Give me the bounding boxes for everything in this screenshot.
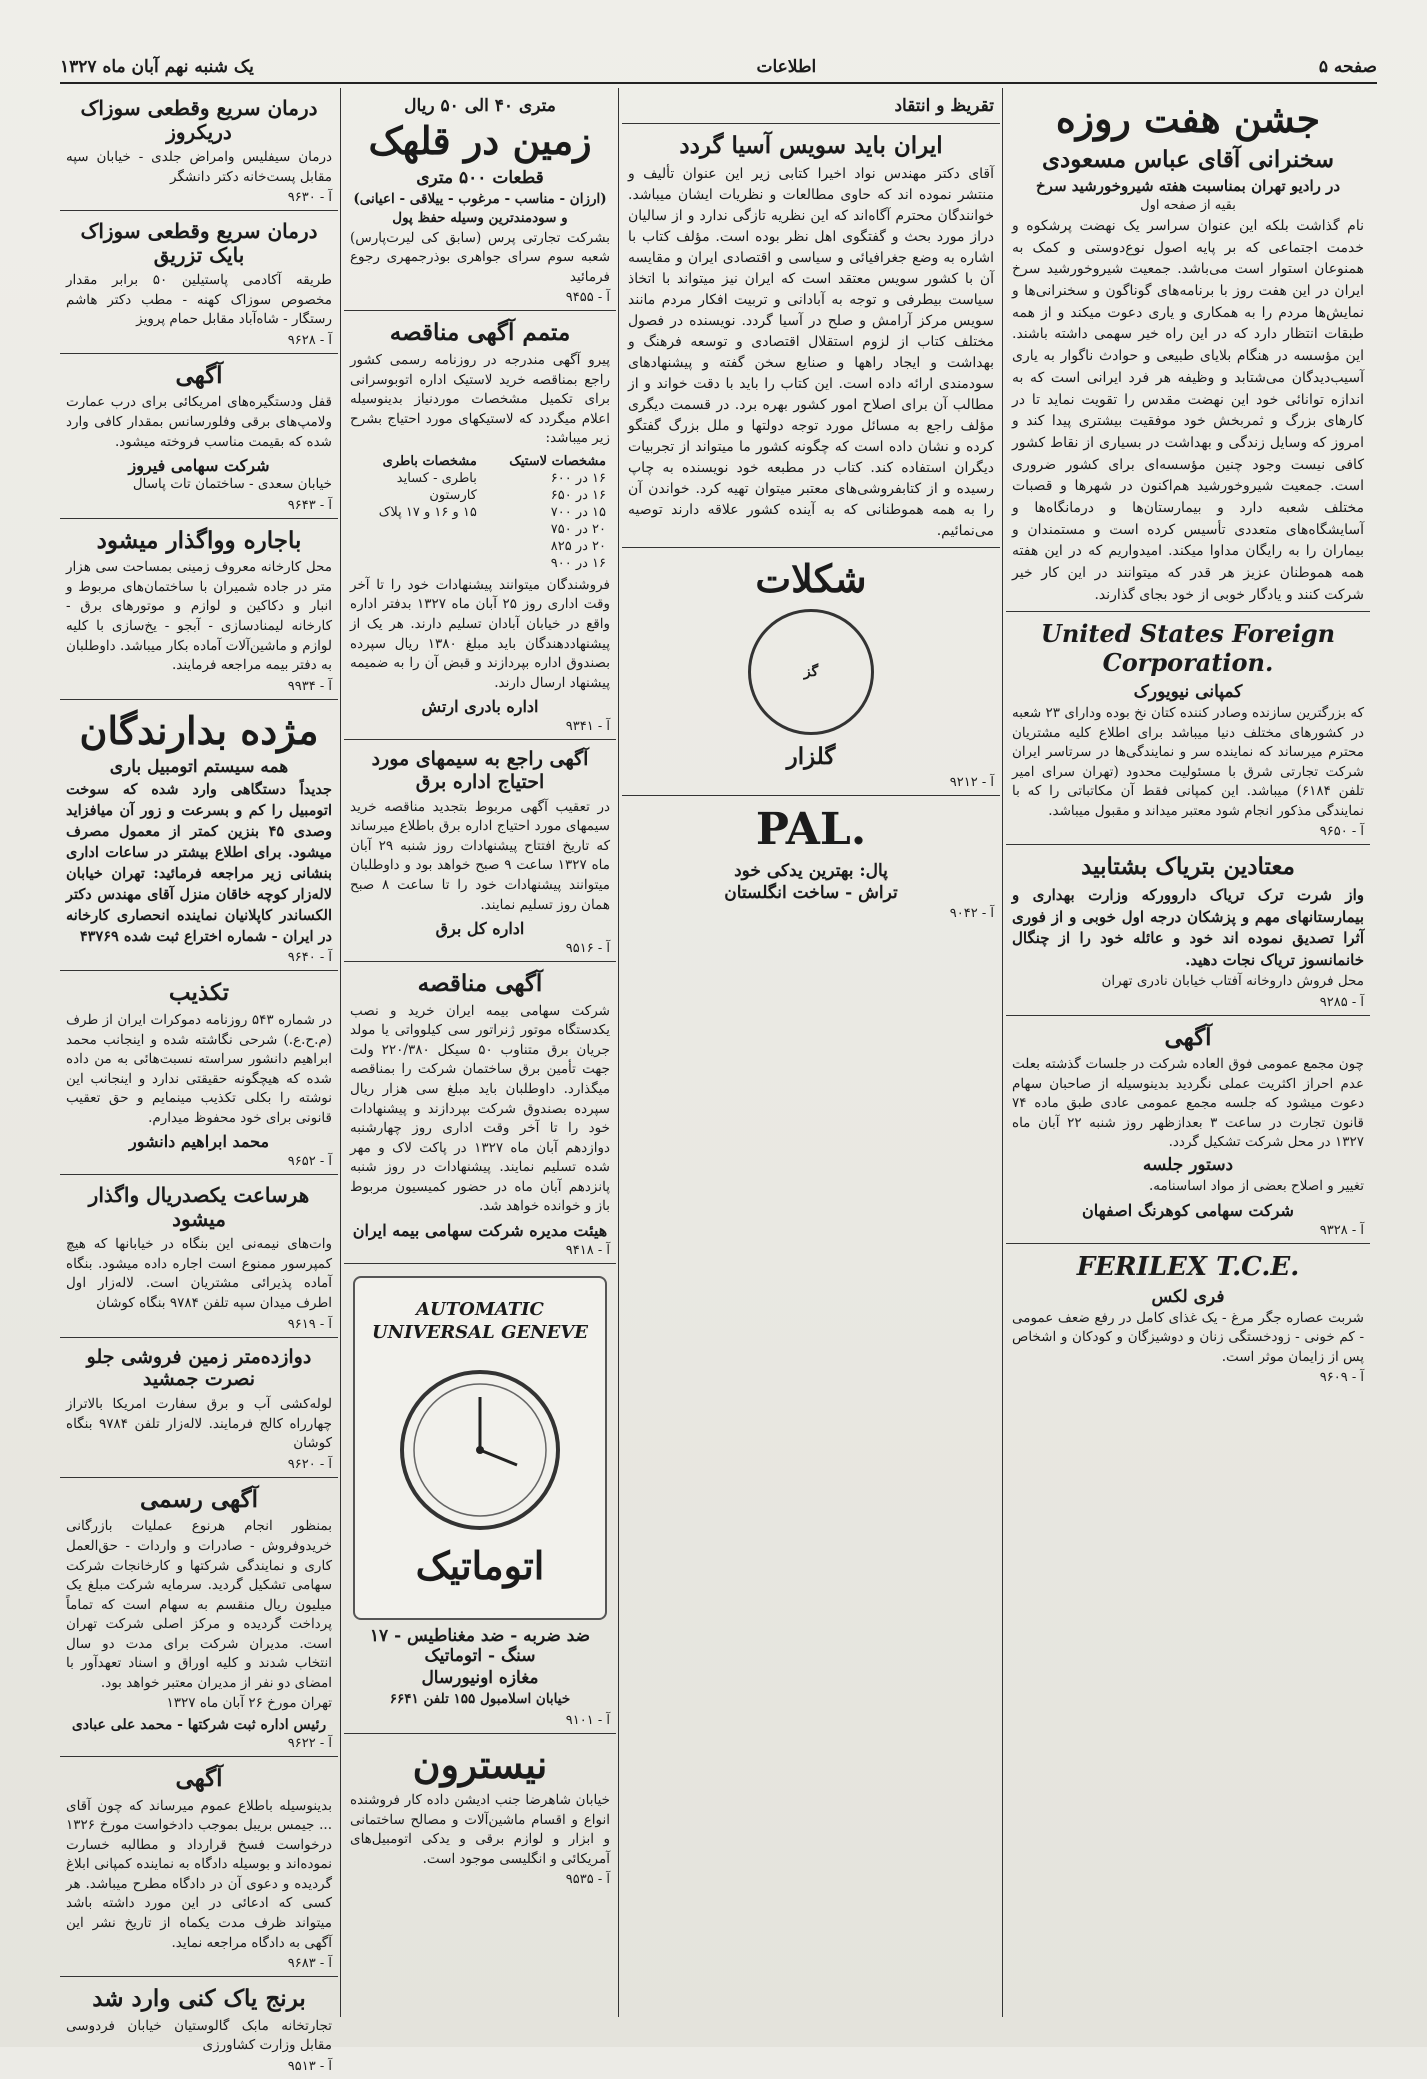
golzar-logo-icon (748, 609, 874, 735)
section-label: تقریظ و انتقاد (894, 96, 994, 116)
table-cell: کارستون (429, 487, 477, 503)
ad-code (350, 941, 610, 956)
ad-code (1012, 1223, 1364, 1238)
ad-code-text: آ - ۹۶۸۳ (287, 1956, 332, 1972)
ad-title: درمان سریع وقطعی سوزاک دریکروز (80, 96, 318, 144)
column-rule (340, 88, 341, 2017)
ad-agenda: دستور جلسه (1142, 1154, 1234, 1175)
ad-signature: شرکت سهامی کوهرنگ اصفهان (1082, 1200, 1294, 1220)
ad-code (350, 1243, 610, 1258)
article-title: ایران باید سویس آسیا گردد (679, 132, 943, 159)
column-center-right (622, 88, 1000, 2017)
ad-code (66, 190, 332, 205)
column-left (60, 88, 338, 2074)
ad-gonorrhea-1 (60, 88, 338, 211)
ad-code-text: آ - ۹۳۲۸ (1319, 1222, 1364, 1238)
logo-text: گز (803, 664, 819, 681)
table-cell: مشخصات لاستیک (509, 453, 606, 469)
ad-code (66, 333, 332, 348)
watch-shop: مغازه اونیورسال (421, 1667, 539, 1688)
ad-body: پیرو آگهی مندرجه در روزنامه رسمی کشور راجع بمناقصه خرید لاستیک اداره اتوبوسرانی برای تکمیل مشخصات موردنیاز بدینوسیله اعلام میگردد که لاستیکهای مورد احتیاج بشرح زیر میباشد: (350, 352, 610, 447)
section-review (622, 88, 1000, 124)
ad-body: که بزرگترین سازنده وصادر کننده کتان نخ بوده ودارای ۲۳ شعبه در کشورهای مختلف دنیا میباشد برای اطلاع کلیه مشتریان محترم میرساند که نماینده سر و نمایندگی‌ها در سرتاسر ایران شرکت تجارتی شرق با مسئولیت محدود (تهران سرای امیر تلفن ۶۱۸۴) میباشد. این کمپانی فقط آن مکاتباتی را که با نمایندگی مذکور انجام شود معتبر میداند و مقبول میباشد. (1012, 705, 1365, 819)
ad-code (66, 950, 332, 965)
ad-code-text: آ - ۹۰۴۲ (949, 905, 994, 921)
ad-body: چون مجمع عمومی فوق العاده شرکت در جلسات گذشته بعلت عدم احراز اکثریت عملی نگردید بدینوسیله از صاحبان سهام دعوت میشود که جلسه مجمع عمومی عادی طبق ماده ۷۴ قانون تجارت در ساعت ۳ بعدازظهر روز شنبه ۲۲ آبان ماه ۱۳۲۷ در محل شرکت تشکیل گردد. (1012, 1056, 1364, 1151)
ad-signature: هیئت مدیره شرکت سهامی بیمه ایران (352, 1220, 608, 1240)
ad-title: برنج یاک کنی وارد شد (92, 1985, 306, 2013)
ad-rent (60, 519, 338, 700)
table-cell: باطری - کساید (396, 470, 477, 486)
ad-title: PAL. (755, 803, 867, 855)
ad-code (1012, 995, 1364, 1010)
ad-title: آگهی رسمی (140, 1485, 258, 1513)
ad-code-text: آ - ۹۶۲۰ (287, 1456, 332, 1472)
ad-signature: اداره بادری ارتش (421, 697, 539, 717)
table-cell: ۱۶ در ۹۰۰ (550, 555, 606, 571)
ad-body: در تعقیب آگهی مربوط بتجدید مناقصه خرید سیمهای مورد احتیاج اداره برق باطلاع میرساند که تاریخ افتتاح پیشنهادات روز شنبه ۲۹ آبان ماه ۱۳۲۷ ساعت ۹ صبح خواهد بود و داوطلبان میتوانند پیشنهادات خود را تا ساعت ۸ صبح همان روز تسلیم نمایند. (350, 798, 611, 913)
ad-body: واز شرت ترک تریاک داروورکه وزارت بهداری و بیمارستانهای مهم و پزشکان درجه اول خوبی و از فوری آثرا تصدیق نموده اند خود و عائله خود را از چنگال خانمانسوز تریاک نجات دهید. (1012, 885, 1364, 970)
ad-body: شرکت سهامی بیمه ایران خرید و نصب یکدستگاه موتور ژنراتور سی کیلوواتی یا مولد جریان برق متناوب ۵۰ سیکل ۲۲۰/۳۸۰ ولت جهت تأمین برق ساختمان شرکت را بمناقصه میگذارد. داوطلبان باید مبلغ سی هزار ریال سپرده بصندوق شرکت بپردازند و پیشنهادات خود را تا آخر وقت اداری روز چهارشنبه دوازدهم آبان ماه ۱۳۲۷ در پاکت لاک و مهر شده تسلیم نمایند. پیشنهادات در روز شنبه پانزدهم آبان ماه در حضور کمیسیون مربوط باز و خوانده خواهد شد. (350, 1002, 611, 1215)
ad-code-text: آ - ۹۴۱۸ (565, 1242, 610, 1258)
ad-code (66, 498, 332, 513)
article-line: در رادیو تهران بمناسبت هفته شیروخورشید سرخ (1035, 177, 1341, 196)
ad-title: زمین در قلهک (368, 118, 592, 163)
ad-gonorrhea-2 (60, 211, 338, 354)
ad-code (1012, 824, 1364, 839)
ad-body: لوله‌کشی آب و برق سفارت امریکا بالاتراز چهارراه کالج فرمایند. لاله‌زار تلفن ۹۷۸۴ بنگاه کوشان (66, 1396, 332, 1452)
ad-code-text: آ - ۹۶۴۰ (287, 950, 332, 966)
ad-body: بمنظور انجام هرنوع عملیات بازرگانی خریدوفروش - صادرات و واردات - حق‌العمل کاری و نمایندگی شرکتها و کارخانجات شرکت سهامی تشکیل گردید. سرمایه شرکت مبلغ یک میلیون ریال منقسم به سهام است که تماماً پرداخت گردیده و مرکز اصلی شرکت تهران است. مدیران شرکت برای مدت دو سال انتخاب شدند و کلیه اوراق و اسناد تعهدآور با امضای دو نفر از مدیران معتبر خواهد بود. (66, 1518, 332, 1691)
ad-body: خیابان شاهرضا جنب ادیشن داده کار فروشنده انواع و اقسام ماشین‌آلات و مصالح ساختمانی و ابزار و لوازم برقی و یدکی اتومبیل‌های آمریکائی و انگلیسی موجود است. (350, 1792, 610, 1867)
ad-title: درمان سریع وقطعی سوزاک بایک تزریق (80, 219, 318, 268)
ad-rice (60, 1977, 338, 2079)
ad-code-text: آ - ۹۶۵۲ (287, 1154, 332, 1170)
article-body: آقای دکتر مهندس نواد اخیرا کتابی زیر این عنوان تألیف و منتشر نموده اند که حاوی مطالعات و نظریات ایشان میباشد. خوانندگان محترم آگاه‌اند که این نظریه تازگی ندارد و از سالیان دراز مورد بحث و گفتگوی اهل نظر بوده است. مؤلف کتاب با اشاره به وضع جغرافیائی و سیاسی و اقتصادی ایران و مقایسه آن با کشور سویس معتقد است که ایران نیز میتواند با اتخاذ سیاست بیطرفی و توجه به آبادانی و تربیت افکار مردم مانند سویس مرکز آرامش و صلح در آسیا گردد. نویسنده در فصول مختلف کتاب از لزوم استقلال اقتصادی و توسعه فرهنگ و بهداشت و ایجاد راهها و صنایع سخن گفته و پیشنهادهای سودمندی ارائه داده است. این کتاب را باید با دقت خواند و از مطالب آن برای اصلاح امور کشور بهره برد. در قسمت دیگری مؤلف راجع به مسائل مورد توجه دولتها و ملل بزرگ گفتگو کرده و نشان داده است که چگونه کشور ما میتواند از تجربیات دیگران استفاده کند. کتاب در مطبعه خود نویسنده به چاپ رسیده و از کتابفروشی‌های معتبر میتوان تهیه کرد. خواندن آن را به همه هموطنانی که به آینده کشور علاقه دارند توصیه می‌نمائیم. (628, 165, 994, 539)
paper-name: اطلاعات (756, 57, 817, 77)
ad-court-notice (60, 1757, 338, 1977)
ad-usfc (1006, 612, 1370, 845)
ad-title-fa: کمپانی نیویورک (1133, 682, 1243, 702)
table-cell: ۲۰ در ۷۵۰ (550, 521, 606, 537)
ad-code-text: آ - ۹۵۱۶ (565, 941, 610, 957)
ad-brand: گلزار (786, 743, 836, 771)
ad-subtitle: قطعات ۵۰۰ متری (416, 167, 544, 188)
ad-title: باجاره وواگذار میشود (96, 526, 302, 554)
ad-hourly (60, 1175, 338, 1337)
ad-body: جدیداً دستگاهی وارد شده که سوخت اتومبیل را کم و بسرعت و زور آن میافزاید وصدی ۴۵ بنزین کمتر از معمول مصرف میشود. برای اطلاع بیشتر در ساعات اداری بنشانی زیر مراجعه فرمائید: تهران خیابان لاله‌زار کوچه خاقان منزل آقای مهندس دکتر الکساندر کاپلانیان نماینده انحصاری کارخانه در ایران - شماره اختراع ثبت شده ۴۳۷۶۹ (66, 781, 333, 946)
table-cell: ۱۶ در ۶۰۰ (550, 470, 606, 486)
ad-body: در شماره ۵۴۳ روزنامه دموکرات ایران از طرف (م.ح.ع.) شرحی نگاشته شده و اینجانب محمد ابراهیم دانشور سراسته نسبت‌هائی به من داده شده که هیچگونه حقیقتی ندارد و اینجانب این نوشته را بکلی تکذیب مینمایم و حق تعقیب قانونی برای خود محفوظ میدارم. (66, 1011, 332, 1126)
ad-land-qolhak (344, 88, 616, 311)
ad-title: شکلات (755, 555, 867, 601)
ad-kouhrang (1006, 1016, 1370, 1244)
ad-addicts (1006, 845, 1370, 1015)
article-title: جشن هفت روزه (1055, 96, 1321, 141)
ad-code (66, 679, 332, 694)
table-row (350, 504, 610, 521)
ad-universal-watch (344, 1264, 616, 1734)
ad-code (350, 719, 610, 734)
ad-land-sale (60, 1338, 338, 1478)
column-center-left (344, 88, 616, 2017)
table-cell: ۱۶ در ۶۵۰ (550, 487, 606, 503)
table-cell: ۱۵ در ۷۰۰ (550, 504, 606, 520)
ad-signature: شرکت سهامی فیروز (128, 456, 270, 476)
ad-official (60, 1478, 338, 1757)
ad-code-text: آ - ۹۴۵۵ (565, 290, 610, 306)
ad-code-text: آ - ۹۶۲۲ (287, 1736, 332, 1752)
ad-body: محل کارخانه معروف زمینی بمساحت سی هزار متر در جاده شمیران با ساختمان‌های مربوط و انبار و دکاکین و لوازم و موتورهای برق - کارخانه لیمنادسازی - آبجو - یخ‌سازی با کلیه لوازم و ماشین‌آلات آماده بکار میباشد. داوطلبان به دفتر بیمه مراجعه فرمایند. (66, 559, 332, 674)
ad-truck-owners (60, 700, 338, 972)
watch-dial-icon (395, 1365, 565, 1535)
article-continued: بقیه از صفحه اول (1140, 198, 1236, 214)
table-cell (350, 538, 481, 555)
ad-code (66, 1457, 332, 1472)
table-row (350, 487, 610, 504)
ad-title: نیسترون (412, 1741, 548, 1787)
watch-address: خیابان اسلامبول ۱۵۵ تلفن ۶۶۴۱ (389, 1690, 571, 1707)
column-right (1006, 88, 1370, 2017)
ad-title: دوازده‌متر زمین فروشی جلو نصرت جمشید (86, 1345, 312, 1391)
ad-code (1012, 1370, 1364, 1385)
ad-title: معتادین بتریاک بشتابید (1081, 853, 1295, 881)
ad-code (350, 1713, 610, 1728)
ad-code-text: آ - ۹۶۵۰ (1319, 824, 1364, 840)
ad-body: بشرکت تجارتی پرس (سابق کی لیرت‌پارس) شعبه سوم سرای جواهری بوذرجمهری رجوع فرمائید (350, 229, 610, 285)
ad-title: آگهی (1164, 1023, 1212, 1051)
ad-denial (60, 971, 338, 1175)
ad-code (66, 2059, 332, 2074)
ad-line-1: پال: بهترین یدکی خود (734, 860, 888, 881)
ad-code-text: آ - ۹۵۱۳ (287, 2058, 332, 2074)
ad-code-text: آ - ۹۱۰۱ (565, 1712, 610, 1728)
ad-body: درمان سیفلیس وامراض جلدی - خیابان سپه مقابل پست‌خانه دکتر دانشگر (66, 149, 332, 185)
ad-code-text: آ - ۹۲۱۲ (949, 774, 994, 790)
page-number: صفحه ۵ (1318, 57, 1377, 77)
ad-code (628, 775, 994, 790)
ad-body-2: فروشندگان میتوانند پیشنهادات خود را تا آخر وقت اداری روز ۲۵ آبان ماه ۱۳۲۷ بدفتر اداره واقع در خیابان آبادان تسلیم دارند. هر یک از پیشنهاددهندگان باید مبلغ ۱۳۸۰ ریال سپرده بصندوق اداره بپردازند و قبض آن را به ضمیمه پیشنهاد ارسال دارند. (350, 576, 611, 691)
ad-code-text: آ - ۹۶۲۸ (287, 332, 332, 348)
ad-code (66, 1317, 332, 1332)
watch-brand-en: AUTOMATIC UNIVERSAL GENEVE (371, 1298, 589, 1344)
ad-title: آگهی (175, 1765, 223, 1793)
ad-locks (60, 354, 338, 519)
ad-code-text: آ - ۹۶۴۳ (287, 497, 332, 513)
page-header (60, 52, 1377, 84)
ad-features: (ارزان - مناسب - مرغوب - ییلاقی - اعیانی) و سودمندترین وسیله حفظ پول (353, 190, 607, 227)
ad-code-text: آ - ۹۲۸۵ (1319, 994, 1364, 1010)
ad-body: قفل ودستگیره‌های امریکائی برای درب عمارت ولامپ‌های برقی وفلورسانس بمقدار کافی وارد شده که بقیمت مناسب فروخته میشود. (66, 394, 332, 450)
ad-title-en: FERILEX T.C.E. (1076, 1251, 1300, 1282)
watch-brand-fa: اتوماتیک (415, 1542, 545, 1588)
ad-signature: محمد ابراهیم دانشور (128, 1132, 270, 1152)
table-row (350, 453, 610, 470)
ad-code-text: آ - ۹۶۳۰ (287, 190, 332, 206)
ad-electric-wires (344, 740, 616, 962)
ad-price-line: متری ۴۰ الی ۵۰ ریال (404, 96, 556, 116)
ad-date-line: تهران مورخ ۲۶ آبان ماه ۱۳۲۷ (166, 1694, 332, 1711)
ad-subtitle: همه سیستم اتومبیل باری (109, 757, 289, 778)
column-rule (1002, 88, 1003, 2017)
ad-code-text: آ - ۹۹۳۴ (287, 678, 332, 694)
ad-code (350, 1872, 610, 1887)
ad-code (66, 1154, 332, 1169)
ad-title: تکذیب (168, 979, 230, 1007)
ad-golzar-chocolate (622, 548, 1000, 796)
ad-title: هرساعت یکصدریال واگذار میشود (88, 1183, 310, 1232)
watch-slogan: ضد ضربه - ضد مغناطیس - ۱۷ سنگ - اتوماتیک (369, 1625, 591, 1666)
ad-code-text: آ - ۹۶۱۹ (287, 1316, 332, 1332)
ad-title: متمم آگهی مناقصه (389, 319, 571, 347)
ad-body: شربت عصاره جگر مرغ - یک غذای کامل در رفع ضعف عمومی - کم خونی - زودخستگی زنان و دوشیزگان و کودکان و اشخاص پس از زایمان موثر است. (1012, 1309, 1364, 1365)
column-rule (618, 88, 619, 2017)
table-cell: مشخصات باطری (382, 453, 477, 469)
table-cell (350, 555, 481, 572)
ad-code-text: آ - ۹۶۰۹ (1319, 1370, 1364, 1386)
ad-body: بدینوسیله باطلاع عموم میرساند که چون آقای ... جیمس بریبل بموجب دادخواست مورخ ۱۳۲۶ درخواست فسخ قرارداد و مطالبه خسارت نموده‌اند و بوسیله دادگاه به نماینده کمپانی ابلاغ گردیده و دعوی آن در دادگاه مطرح میباشد. هر کسی که ادعائی در این مورد داشته باشد میتواند ظرف مدت یکماه از تاریخ نشر این آگهی به دادگاه مراجعه نماید. (66, 1797, 332, 1951)
ad-title: آگهی (175, 361, 223, 389)
ad-code-text: آ - ۹۳۴۱ (565, 719, 610, 735)
ad-body: وات‌های نیمه‌نی این بنگاه در خیابانها که هیچ کمپرسور ممنوع است اجاره داده میشود. بنگاه آماده پذیرائی مشتریان است. لاله‌زار اول اطرف میدان سپه تلفن ۹۷۸۴ بنگاه کوشان (66, 1236, 332, 1311)
ad-address: خیابان سعدی - ساختمان تات پاسال (132, 476, 332, 493)
ad-pal (622, 796, 1000, 926)
ad-address: محل فروش داروخانه آفتاب خیابان نادری تهران (1101, 972, 1364, 989)
ad-code (350, 290, 610, 305)
watch-illustration (353, 1276, 607, 1620)
ad-title-en: United States Foreign Corporation. (1040, 619, 1336, 678)
table-row (350, 521, 610, 538)
ad-title: مژده بدارندگان (79, 707, 319, 753)
ad-title: آگهی راجع به سیمهای مورد احتیاج اداره برق (371, 748, 589, 793)
ad-code (66, 1956, 332, 1971)
article-switzerland (622, 124, 1000, 548)
ad-body: تجارتخانه مابک گالوستیان خیابان فردوسی مقابل وزارت کشاورزی (66, 2017, 332, 2054)
ad-title-fa: فری لکس (1151, 1286, 1225, 1307)
ad-body: طریقه آکادمی پاستیلین ۵۰ برابر مقدار مخصوص سوزاک کهنه - مطب دکتر هاشم رستگار - شاه‌آباد مقابل حمام پرویز (66, 272, 332, 328)
ad-code (66, 1736, 332, 1751)
ad-tender-tires (344, 311, 616, 740)
ad-line-2: تراش - ساخت انگلستان (724, 882, 898, 903)
ad-signature: اداره کل برق (435, 919, 525, 939)
article-body: نام گذاشت بلکه این عنوان سراسر یک نهضت پرشکوه و خدمت اجتماعی که بر پایه اصول نوع‌دوستی و کمک به همنوعان استوار است می‌باشد. جمعیت شیروخورشید سرخ ایران در این هفت روز با برنامه‌های گوناگون و سخنرانی‌ها و نمایش‌ها مردم را به همکاری و یاری دعوت میکند و از همه طبقات انتظار دارد که در این راه خیر سهمی داشته باشند. این مؤسسه در هنگام بلایای طبیعی و حوادث ناگوار به یاری آسیب‌دیدگان می‌شتابد و وظیفه هر فرد ایرانی است که به اندازه توانائی خود این نهضت مقدس را تقویت نماید تا در کارهای بزرگ و ثمربخش خود موفقیت بیشتری پیدا کند و امروز که وسایل زندگی و بهداشت در بسیاری از نقاط کشور کافی نیست وجود چنین مؤسسه‌ای برای کشور ضروری است. جمعیت شیروخورشید هم‌اکنون در شهرها و قصبات مختلف شعبه دارد و بیمارستان‌ها و درمانگاه‌ها و آسایشگاه‌های متعددی تأسیس کرده است و مستمندان و بیماران را به رایگان مداوا میکند. امیدواریم که در این هفته همه هموطنان عزیز هر قدر که میتوانند در این کار خیر شرکت کنند و یادگار خوبی از خود بجای گذارند. (1012, 218, 1364, 603)
article-subtitle: سخنرانی آقای عباس مسعودی (1042, 145, 1334, 173)
article-celebration (1006, 88, 1370, 612)
ad-code-text: آ - ۹۵۳۵ (565, 1872, 610, 1888)
table-row (350, 555, 610, 572)
issue-date: یک شنبه نهم آبان ماه ۱۳۲۷ (60, 57, 254, 77)
table-cell: ۲۰ در ۸۲۵ (550, 538, 606, 554)
ad-ferilex (1006, 1244, 1370, 1391)
ad-agenda-body: تغییر و اصلاح بعضی از مواد اساسنامه. (1148, 1177, 1364, 1194)
table-row (350, 538, 610, 555)
ad-nistron (344, 1734, 616, 1893)
table-cell: ۱۵ و ۱۶ و ۱۷ پلاک (378, 504, 477, 520)
ad-title: آگهی مناقصه (417, 970, 543, 998)
table-cell (350, 521, 481, 538)
table-row (350, 470, 610, 487)
ad-code (628, 906, 994, 921)
ad-signature: رئیس اداره ثبت شرکتها - محمد علی عبادی (71, 1717, 327, 1734)
ad-tender-generator (344, 962, 616, 1264)
tires-table (350, 453, 610, 572)
